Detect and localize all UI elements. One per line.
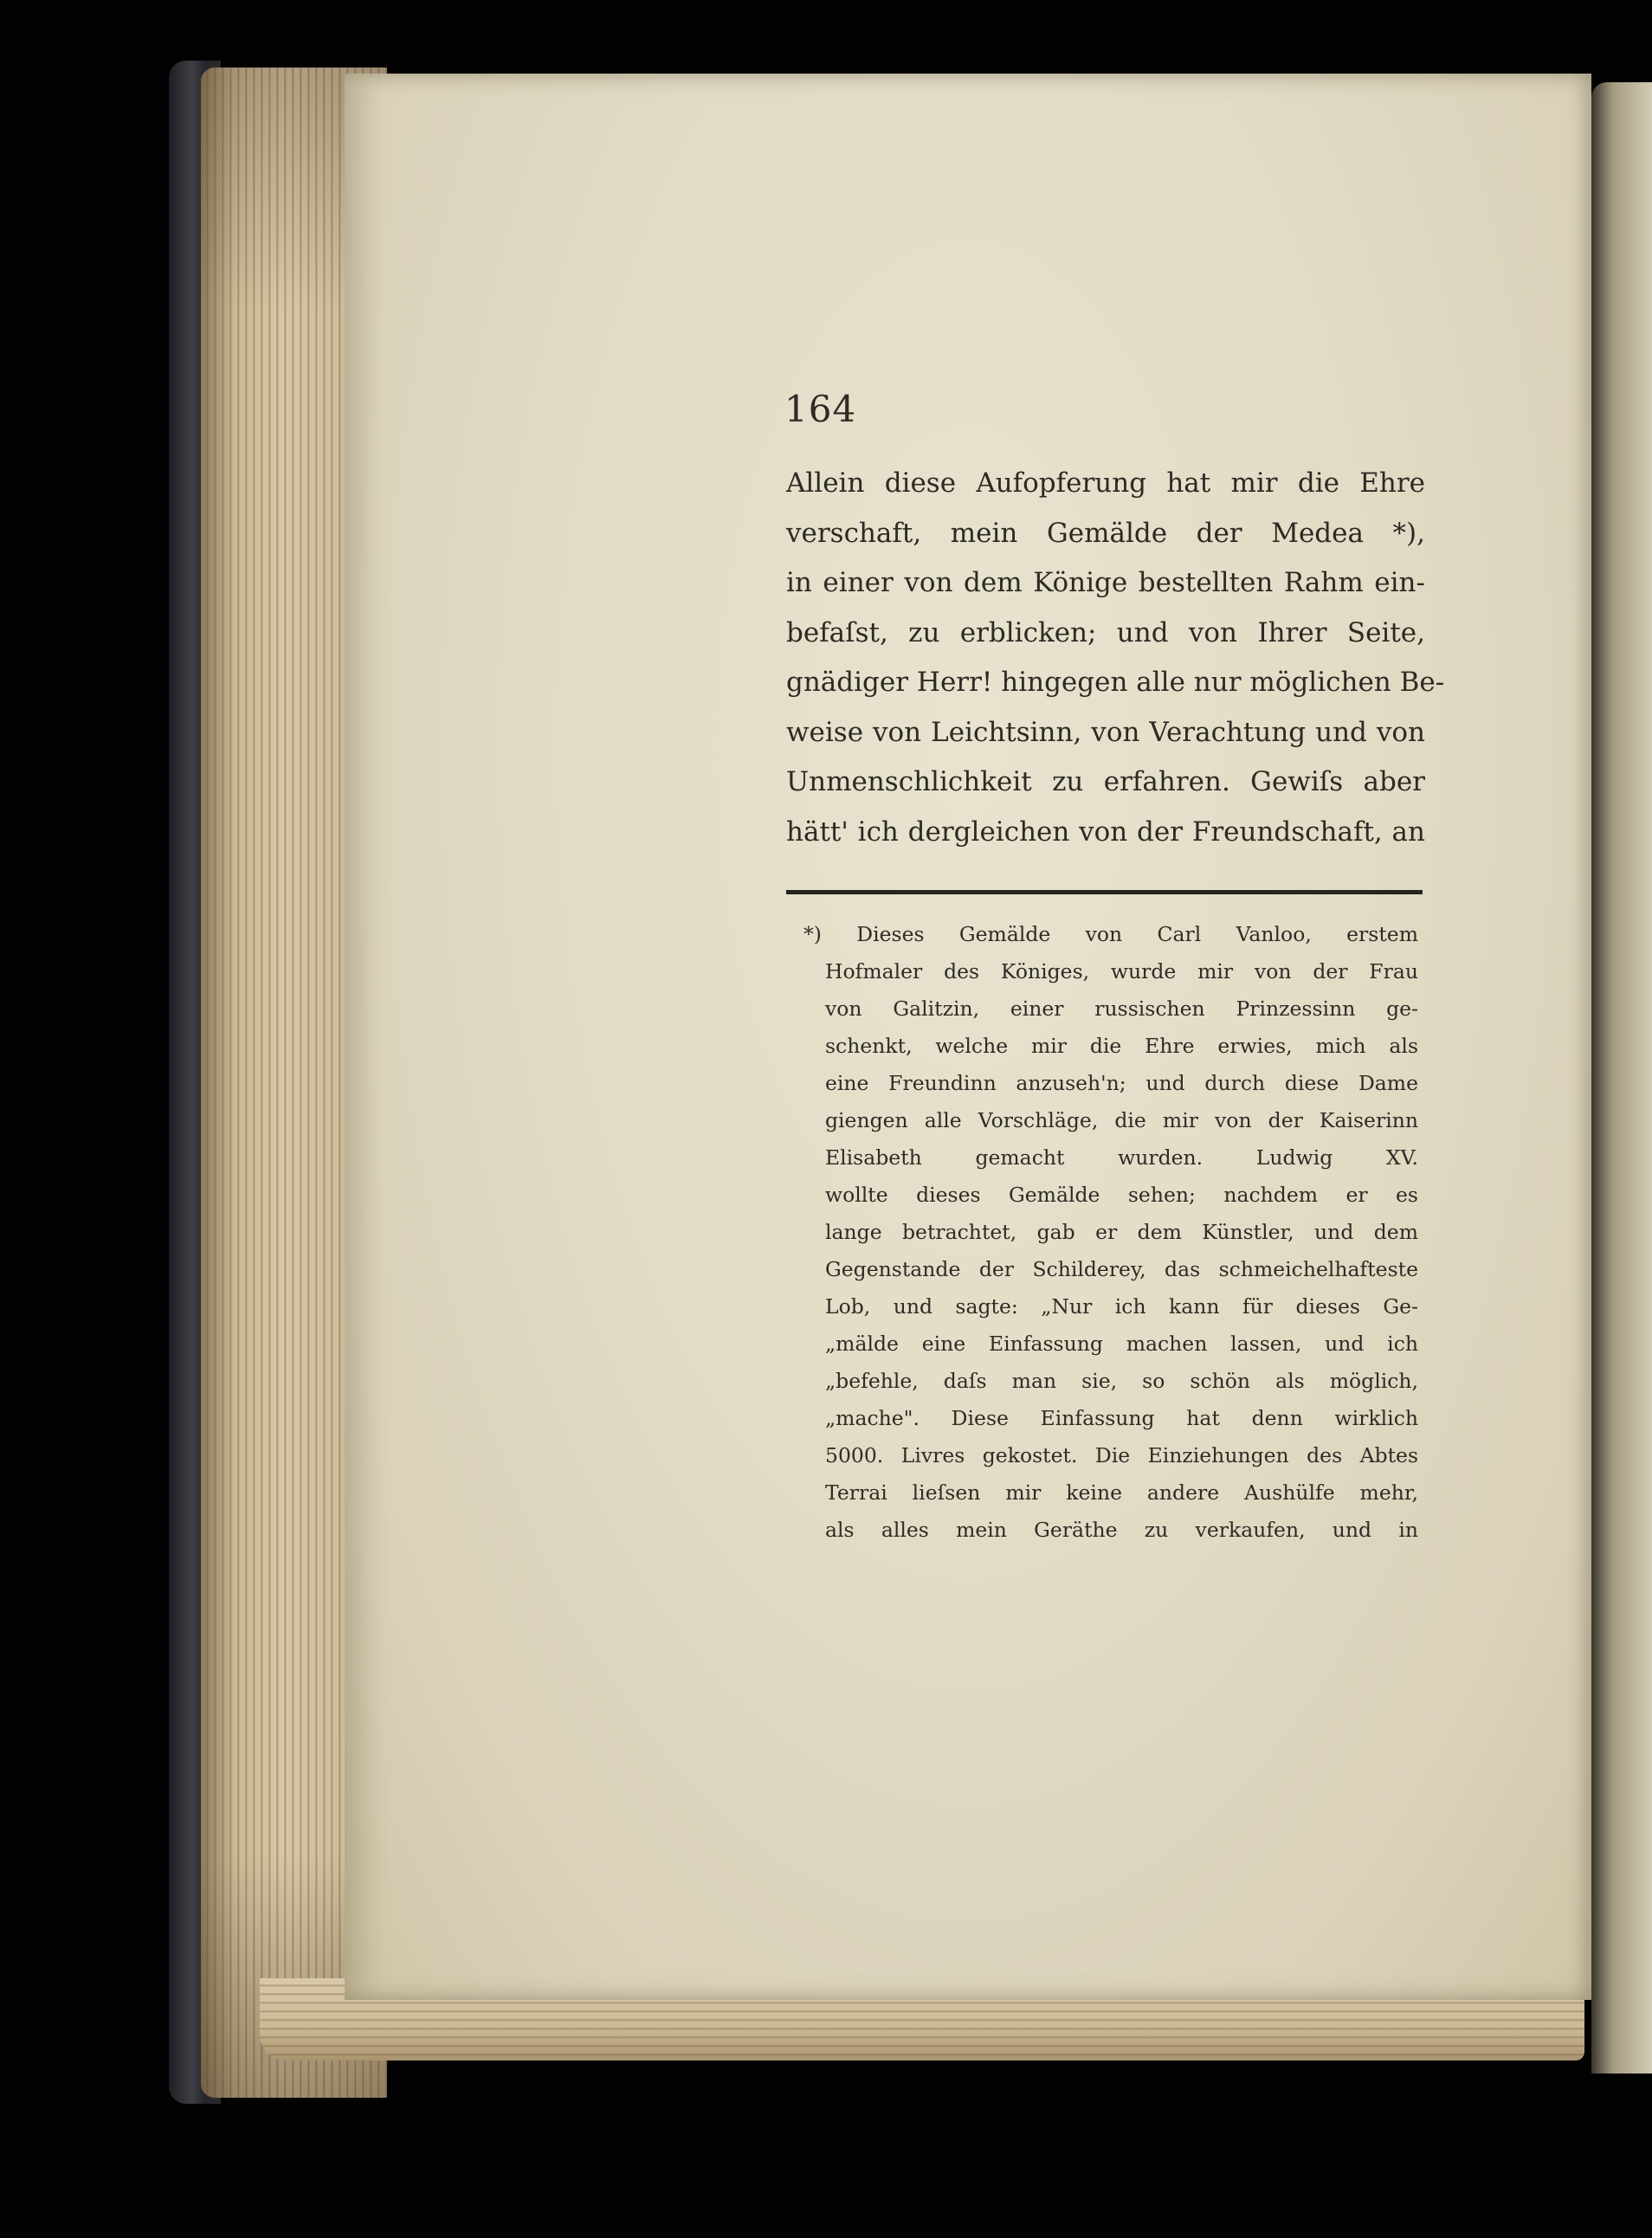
footnote-line: giengen alle Vorschläge, die mir von der Kaiserinn — [825, 1108, 1418, 1132]
footnote-line: „mache". Diese Einfassung hat denn wirklich — [825, 1406, 1418, 1430]
text-line: hätt' ich dergleichen von der Freundschaft, an — [786, 816, 1425, 848]
main-text — [786, 459, 1445, 857]
footnote-line: lange betrachtet, gab er dem Künstler, und dem — [825, 1220, 1418, 1244]
footnote-line: „befehle, daſs man sie, so schön als möglich, — [825, 1369, 1418, 1393]
text-line: in einer von dem Könige bestellten Rahm ein- — [786, 567, 1425, 598]
footnote-line: von Galitzin, einer russischen Prinzessinn ge- — [825, 996, 1418, 1021]
text-line: befaſst, zu erblicken; und von Ihrer Seite, — [786, 616, 1425, 648]
text-line: weise von Leichtsinn, von Verachtung und von — [786, 716, 1425, 748]
footnote-line: Terrai lieſsen mir keine andere Aushülfe mehr, — [825, 1480, 1418, 1505]
footnote-line: Elisabeth gemacht wurden. Ludwig XV. — [825, 1145, 1418, 1170]
facing-page-edge — [1591, 82, 1652, 2074]
footnote — [803, 916, 1418, 1549]
text-line: Allein diese Aufopferung hat mir die Ehre — [786, 468, 1425, 499]
footnote-line: eine Freundinn anzuseh'n; und durch diese Dame — [825, 1071, 1418, 1095]
footnote-line: „mälde eine Einfassung machen lassen, und ich — [825, 1332, 1418, 1356]
footnote-line: Gegenstande der Schilderey, das schmeichelhafteste — [825, 1257, 1418, 1281]
footnote-line: Hofmaler des Königes, wurde mir von der Frau — [825, 959, 1418, 984]
text-line: verschaft, mein Gemälde der Medea *), — [786, 517, 1425, 549]
page-number: 164 — [784, 388, 857, 430]
text-line: Unmenschlichkeit zu erfahren. Gewiſs aber — [786, 766, 1425, 797]
text-line: gnädiger Herr! hingegen alle nur möglichen Be- — [786, 667, 1445, 698]
footnote-line: Lob, und sagte: „Nur ich kann für dieses Ge- — [825, 1294, 1418, 1319]
footnote-line: *) Dieses Gemälde von Carl Vanloo, erstem — [803, 922, 1418, 946]
footnote-line: wollte dieses Gemälde sehen; nachdem er es — [825, 1183, 1418, 1207]
footnote-separator-rule — [786, 890, 1423, 894]
footnote-line: 5000. Livres gekostet. Die Einziehungen des Abtes — [825, 1443, 1418, 1467]
footnote-line: schenkt, welche mir die Ehre erwies, mich als — [825, 1034, 1418, 1058]
footnote-line: als alles mein Geräthe zu verkaufen, und in — [825, 1518, 1418, 1542]
